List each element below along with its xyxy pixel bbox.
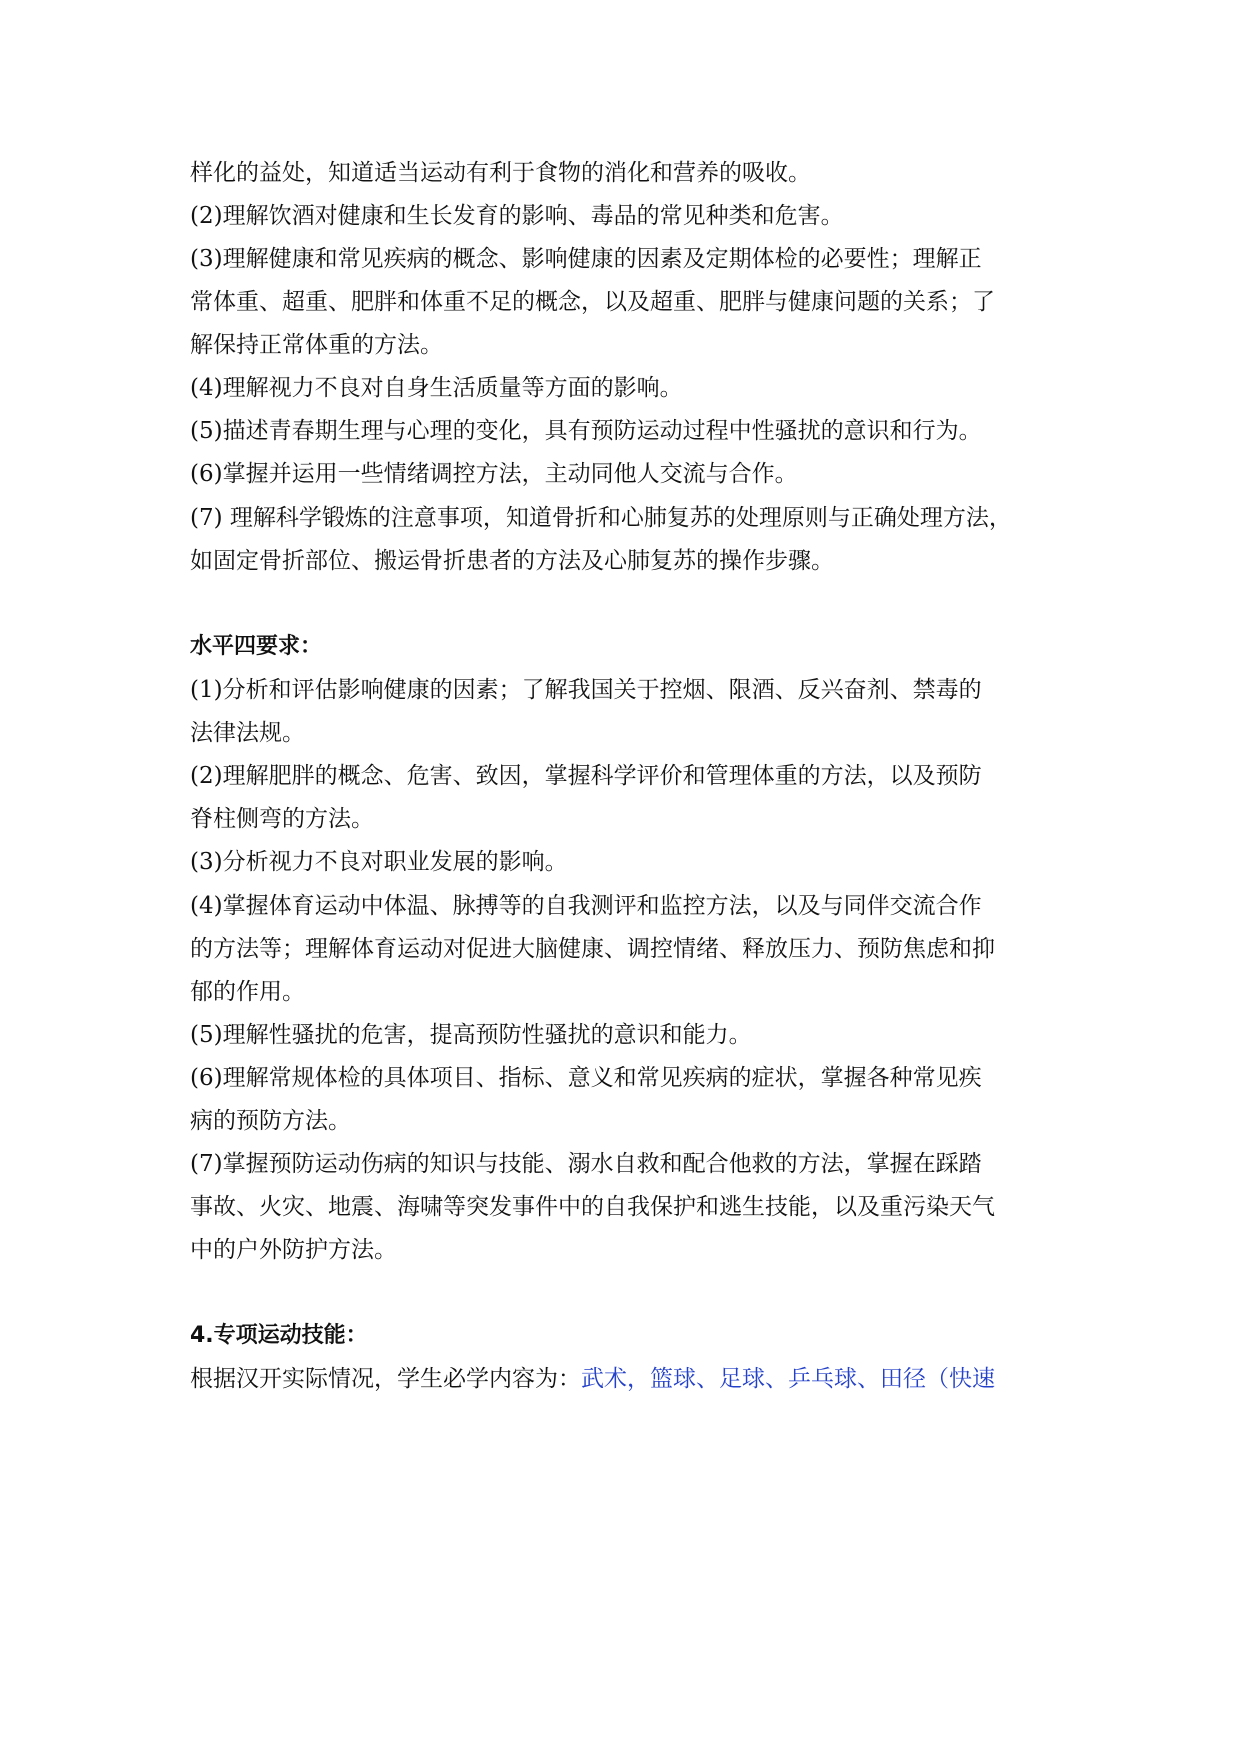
list-item: (2)理解肥胖的概念、危害、致因，掌握科学评价和管理体重的方法，以及预防 — [190, 763, 982, 789]
list-item: (5)理解性骚扰的危害，提高预防性骚扰的意识和能力。 — [190, 1022, 752, 1048]
section-heading: 水平四要求： — [190, 634, 323, 659]
intro-text: 根据汉开实际情况，学生必学内容为： — [190, 1366, 581, 1392]
highlighted-text: 武术，篮球、足球、乒乓球、田径（快速 — [581, 1366, 995, 1392]
paragraph-line: 脊柱侧弯的方法。 — [190, 806, 374, 832]
list-item: (7)掌握预防运动伤病的知识与技能、溺水自救和配合他救的方法，掌握在踩踏 — [190, 1151, 982, 1177]
list-item: (1)分析和评估影响健康的因素；了解我国关于控烟、限酒、反兴奋剂、禁毒的 — [190, 677, 982, 703]
paragraph-line: 法律法规。 — [190, 720, 305, 746]
paragraph-line: 事故、火灾、地震、海啸等突发事件中的自我保护和逃生技能，以及重污染天气 — [190, 1194, 995, 1220]
paragraph-line: 的方法等；理解体育运动对促进大脑健康、调控情绪、释放压力、预防焦虑和抑 — [190, 936, 995, 962]
paragraph-line: 解保持正常体重的方法。 — [190, 332, 443, 358]
paragraph-line: 样化的益处，知道适当运动有利于食物的消化和营养的吸收。 — [190, 160, 811, 186]
list-item: (4)掌握体育运动中体温、脉搏等的自我测评和监控方法，以及与同伴交流合作 — [190, 893, 982, 919]
paragraph-line — [190, 1364, 995, 1394]
paragraph-line: 常体重、超重、肥胖和体重不足的概念，以及超重、肥胖与健康问题的关系；了 — [190, 289, 995, 315]
paragraph-line: 如固定骨折部位、搬运骨折患者的方法及心肺复苏的操作步骤。 — [190, 548, 834, 574]
list-item: (6)掌握并运用一些情绪调控方法，主动同他人交流与合作。 — [190, 461, 798, 487]
list-item: (5)描述青春期生理与心理的变化，具有预防运动过程中性骚扰的意识和行为。 — [190, 418, 982, 444]
paragraph-line: 郁的作用。 — [190, 979, 305, 1005]
section-heading: 4.专项运动技能： — [190, 1323, 368, 1348]
list-item: (7) 理解科学锻炼的注意事项，知道骨折和心肺复苏的处理原则与正确处理方法， — [190, 505, 1012, 531]
list-item: (2)理解饮酒对健康和生长发育的影响、毒品的常见种类和危害。 — [190, 203, 844, 229]
list-item: (4)理解视力不良对自身生活质量等方面的影响。 — [190, 375, 683, 401]
list-item: (3)分析视力不良对职业发展的影响。 — [190, 849, 568, 875]
list-item: (3)理解健康和常见疾病的概念、影响健康的因素及定期体检的必要性；理解正 — [190, 246, 982, 272]
paragraph-line: 病的预防方法。 — [190, 1108, 351, 1134]
paragraph-line: 中的户外防护方法。 — [190, 1237, 397, 1263]
list-item: (6)理解常规体检的具体项目、指标、意义和常见疾病的症状，掌握各种常见疾 — [190, 1065, 982, 1091]
